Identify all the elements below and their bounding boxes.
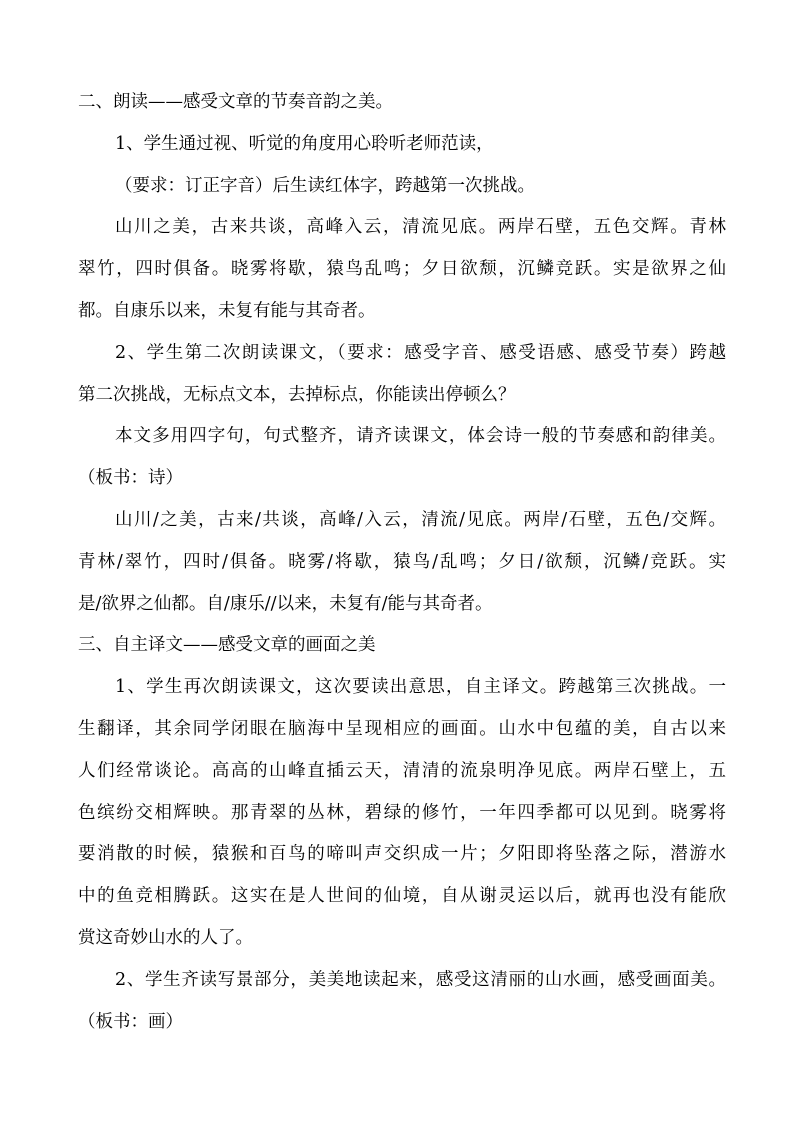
paragraph-line: （要求：订正字音）后生读红体字，跨越第一次挑战。	[115, 175, 535, 196]
paragraph-line: 本文多用四字句，句式整齐，请齐读课文，体会诗一般的节奏感和韵律美。	[115, 426, 726, 447]
section-heading-reading: 二、朗读——感受文章的节奏音韵之美。	[78, 92, 393, 112]
paragraph-line: 翠竹，四时俱备。晓雾将歇，猿鸟乱鸣；夕日欲颓，沉鳞竞跃。实是欲界之仙	[78, 259, 726, 280]
paragraph-line: 都。自康乐以来，未复有能与其奇者。	[78, 300, 376, 321]
section-heading-translation: 三、自主译文——感受文章的画面之美	[78, 635, 376, 656]
paragraph-line: 赏这奇妙山水的人了。	[78, 927, 253, 948]
paragraph-line: 山川/之美，古来/共谈，高峰/入云，清流/见底。两岸/石壁，五色/交辉。	[115, 509, 726, 530]
paragraph-line: 中的鱼竞相腾跃。这实在是人世间的仙境，自从谢灵运以后，就再也没有能欣	[78, 886, 726, 907]
paragraph-line: 第二次挑战，无标点文本，去掉标点，你能读出停顿么？	[78, 384, 516, 405]
document-body	[78, 82, 726, 1043]
paragraph-line: 1、学生通过视、听觉的角度用心聆听老师范读，	[115, 133, 494, 154]
paragraph-line: 2、学生第二次朗读课文，（要求：感受字音、感受语感、感受节奏）跨越	[115, 342, 726, 363]
paragraph-line: 要消散的时候，猿猴和百鸟的啼叫声交织成一片；夕阳即将坠落之际，潜游水	[78, 844, 726, 865]
paragraph-line: 1、学生再次朗读课文，这次要读出意思，自主译文。跨越第三次挑战。一	[115, 677, 726, 698]
paragraph-line: 是/欲界之仙都。自/康乐//以来，未复有/能与其奇者。	[78, 593, 493, 614]
board-note-picture: （板书：画）	[78, 1011, 183, 1032]
paragraph-line: 青林/翠竹，四时/俱备。晓雾/将歇，猿鸟/乱鸣；夕日/欲颓，沉鳞/竞跃。实	[78, 551, 726, 572]
board-note-poem: （板书：诗）	[78, 468, 183, 489]
paragraph-line: 山川之美，古来共谈，高峰入云，清流见底。两岸石壁，五色交辉。青林	[115, 217, 726, 238]
paragraph-line: 2、学生齐读写景部分，美美地读起来，感受这清丽的山水画，感受画面美。	[115, 969, 726, 990]
paragraph-line: 人们经常谈论。高高的山峰直插云天，清清的流泉明净见底。两岸石壁上，五	[78, 760, 726, 781]
paragraph-line: 生翻译，其余同学闭眼在脑海中呈现相应的画面。山水中包蕴的美，自古以来	[78, 718, 726, 739]
paragraph-line: 色缤纷交相辉映。那青翠的丛林，碧绿的修竹，一年四季都可以见到。晓雾将	[78, 802, 726, 823]
